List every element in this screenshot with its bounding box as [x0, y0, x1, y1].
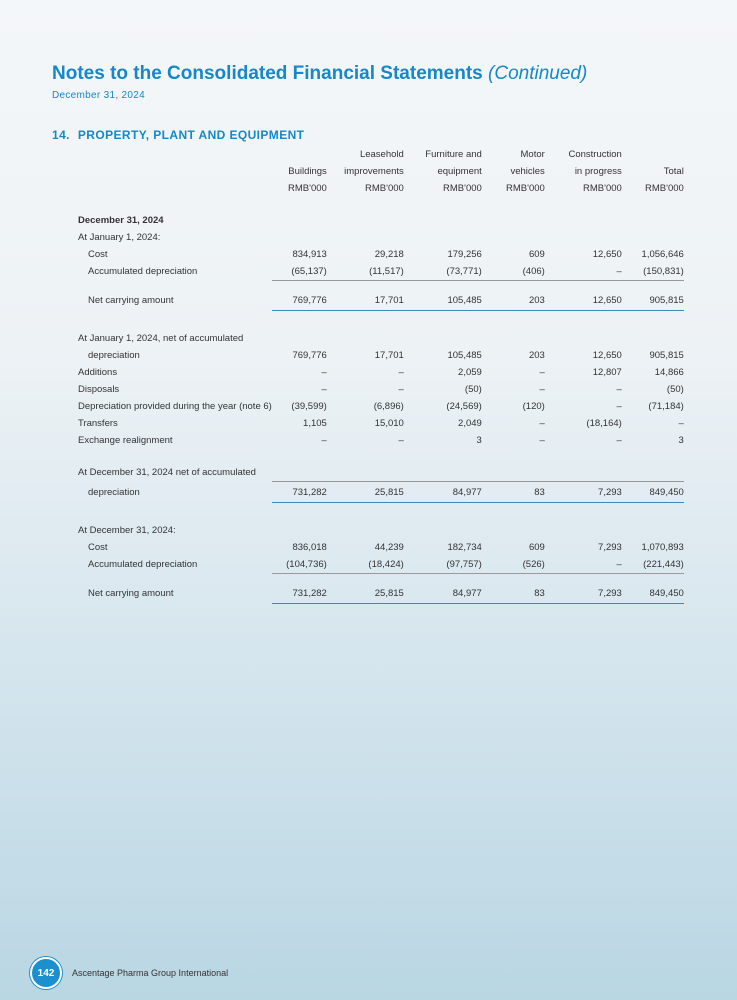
table-row	[78, 432, 684, 449]
section-number: 14.	[52, 128, 70, 142]
col-unit: RMB'000	[583, 183, 622, 194]
cell-value: (104,736)	[272, 556, 327, 574]
cell-value: 2,049	[458, 418, 482, 429]
table-row	[78, 263, 684, 281]
col-header-line2: vehicles	[510, 166, 545, 177]
row-label: Additions	[78, 367, 118, 378]
col-header-line1	[622, 146, 684, 163]
row-label: Accumulated depreciation	[88, 559, 198, 571]
cell-value: 203	[482, 290, 545, 311]
cell-value: –	[545, 556, 622, 574]
page-footer	[30, 957, 228, 989]
cell-value: 836,018	[292, 542, 327, 553]
cell-value: –	[321, 435, 327, 446]
col-unit: RMB'000	[365, 183, 404, 194]
dec-net-label-line1: At December 31, 2024 net of accumulated	[78, 467, 256, 479]
cell-value: 203	[528, 350, 545, 361]
cell-value: 12,650	[592, 249, 622, 260]
cell-value: –	[398, 367, 404, 378]
section-title: PROPERTY, PLANT AND EQUIPMENT	[77, 128, 305, 142]
table-header-units	[78, 180, 684, 197]
cell-value: –	[545, 263, 622, 281]
cell-value: 609	[528, 542, 545, 553]
page-number-badge: 142	[30, 957, 62, 989]
row-label: Transfers	[78, 418, 118, 429]
cell-value: (120)	[522, 401, 545, 412]
cell-value: 12,650	[545, 290, 622, 311]
col-header-line2: in progress	[574, 166, 622, 177]
cell-value: 17,701	[327, 290, 404, 311]
table-row-total	[78, 583, 684, 604]
at-jan-label: At January 1, 2024:	[78, 232, 161, 243]
cell-value: 1,105	[303, 418, 327, 429]
cell-value: –	[539, 367, 545, 378]
cell-value: (150,831)	[622, 263, 684, 281]
cell-value: (406)	[482, 263, 545, 281]
cell-value: 609	[528, 249, 545, 260]
cell-value: –	[678, 418, 684, 429]
cell-value: (71,184)	[648, 401, 684, 412]
table-row	[78, 539, 684, 556]
cell-value: (24,569)	[446, 401, 482, 412]
cell-value: 769,776	[272, 290, 327, 311]
cell-value: 849,450	[622, 583, 684, 604]
jan-net-label-line1: At January 1, 2024, net of accumulated	[78, 333, 244, 344]
cell-value: –	[616, 401, 622, 412]
cell-value: 12,650	[592, 350, 622, 361]
row-label: Accumulated depreciation	[88, 266, 198, 278]
subheading-row	[78, 229, 684, 246]
cell-value: 182,734	[447, 542, 482, 553]
col-unit: RMB'000	[288, 183, 327, 194]
cell-value: (221,443)	[622, 556, 684, 574]
col-header-line2: equipment	[437, 166, 482, 177]
cell-value: 3	[476, 435, 482, 446]
cell-value: –	[539, 435, 545, 446]
row-label: Cost	[88, 542, 108, 553]
cell-value: 731,282	[272, 583, 327, 604]
col-unit: RMB'000	[506, 183, 545, 194]
cell-value: 105,485	[404, 290, 482, 311]
cell-value: (97,757)	[404, 556, 482, 574]
cell-value: 15,010	[374, 418, 404, 429]
page-title-main: Notes to the Consolidated Financial Statements	[52, 63, 483, 84]
cell-value: (526)	[482, 556, 545, 574]
spacer-row	[78, 449, 684, 464]
col-header-line1: Motor	[520, 149, 545, 160]
cell-value: 83	[482, 482, 545, 503]
cell-value: –	[539, 418, 545, 429]
table-row	[78, 347, 684, 364]
cell-value: –	[321, 384, 327, 395]
cell-value: 2,059	[458, 367, 482, 378]
col-header-line1	[272, 146, 327, 163]
col-header-line2: improvements	[344, 166, 404, 177]
table-row-total	[78, 290, 684, 311]
row-label: depreciation	[88, 350, 140, 361]
cell-value: 1,056,646	[641, 249, 684, 260]
cell-value: 84,977	[404, 583, 482, 604]
col-header-line2: Total	[663, 166, 684, 177]
col-header-line1: Furniture and	[425, 149, 482, 160]
page-title	[52, 63, 587, 85]
cell-value: –	[321, 367, 327, 378]
cell-value: –	[539, 384, 545, 395]
cell-value: –	[398, 435, 404, 446]
cell-value: 25,815	[327, 482, 404, 503]
row-label: Exchange realignment	[78, 435, 173, 446]
spacer-row	[78, 197, 684, 212]
company-name: Ascentage Pharma Group International	[72, 968, 229, 978]
table-header-row-2	[78, 163, 684, 180]
cell-value: 7,293	[598, 542, 622, 553]
cell-value: (6,896)	[373, 401, 404, 412]
table-row	[78, 364, 684, 381]
cell-value: 12,807	[592, 367, 622, 378]
header-blank	[78, 163, 272, 180]
cell-value: –	[398, 384, 404, 395]
spacer-row	[78, 281, 684, 291]
at-dec-label: At December 31, 2024:	[78, 525, 176, 536]
cell-value: (65,137)	[272, 263, 327, 281]
cell-value: (73,771)	[404, 263, 482, 281]
subheading-row	[78, 464, 684, 482]
cell-value: (50)	[666, 384, 684, 395]
spacer-row	[78, 574, 684, 584]
subheading-row	[78, 330, 684, 347]
spacer-row	[78, 311, 684, 331]
header-blank	[78, 146, 272, 163]
cell-value: 14,866	[654, 367, 684, 378]
cell-value: 7,293	[545, 583, 622, 604]
cell-value: 105,485	[447, 350, 482, 361]
cell-value: 3	[678, 435, 684, 446]
row-label: Cost	[88, 249, 108, 260]
cell-value: 849,450	[622, 482, 684, 503]
table-row	[78, 246, 684, 263]
cell-value: (18,424)	[327, 556, 404, 574]
page-date: December 31, 2024	[52, 90, 145, 101]
table-row	[78, 556, 684, 574]
section-heading	[52, 128, 304, 142]
header-blank	[78, 180, 272, 197]
cell-value: 1,070,893	[641, 542, 684, 553]
row-label: Net carrying amount	[88, 294, 174, 306]
cell-value: 731,282	[272, 482, 327, 503]
cell-value: 7,293	[545, 482, 622, 503]
cell-value: (39,599)	[291, 401, 327, 412]
cell-value: 29,218	[374, 249, 404, 260]
page-title-suffix: (Continued)	[488, 63, 588, 84]
subheading-row	[78, 522, 684, 539]
cell-value: 905,815	[649, 350, 684, 361]
col-header-line2: Buildings	[288, 166, 327, 177]
cell-value: (18,164)	[586, 418, 622, 429]
table-row	[78, 415, 684, 432]
period-heading: December 31, 2024	[78, 215, 164, 226]
row-label: Depreciation provided during the year (note 6)	[78, 401, 272, 412]
period-heading-row	[78, 212, 684, 229]
cell-value: 834,913	[292, 249, 327, 260]
cell-value: 179,256	[447, 249, 482, 260]
row-label: depreciation	[88, 486, 140, 498]
cell-value: 84,977	[404, 482, 482, 503]
col-unit: RMB'000	[645, 183, 684, 194]
table-header-row-1	[78, 146, 684, 163]
col-unit: RMB'000	[443, 183, 482, 194]
col-header-line1: Leasehold	[359, 149, 404, 160]
cell-value: 905,815	[622, 290, 684, 311]
row-label: Net carrying amount	[88, 587, 174, 599]
cell-value: 83	[482, 583, 545, 604]
col-header-line1: Construction	[568, 149, 622, 160]
cell-value: 769,776	[292, 350, 327, 361]
cell-value: 44,239	[374, 542, 404, 553]
cell-value: –	[616, 435, 622, 446]
ppe-table	[78, 146, 684, 604]
cell-value: (50)	[464, 384, 482, 395]
table-row-total	[78, 482, 684, 503]
cell-value: 25,815	[327, 583, 404, 604]
cell-value: –	[616, 384, 622, 395]
cell-value: 17,701	[374, 350, 404, 361]
table-row	[78, 398, 684, 415]
spacer-row	[78, 503, 684, 523]
row-label: Disposals	[78, 384, 120, 395]
cell-value: (11,517)	[327, 263, 404, 281]
table-row	[78, 381, 684, 398]
